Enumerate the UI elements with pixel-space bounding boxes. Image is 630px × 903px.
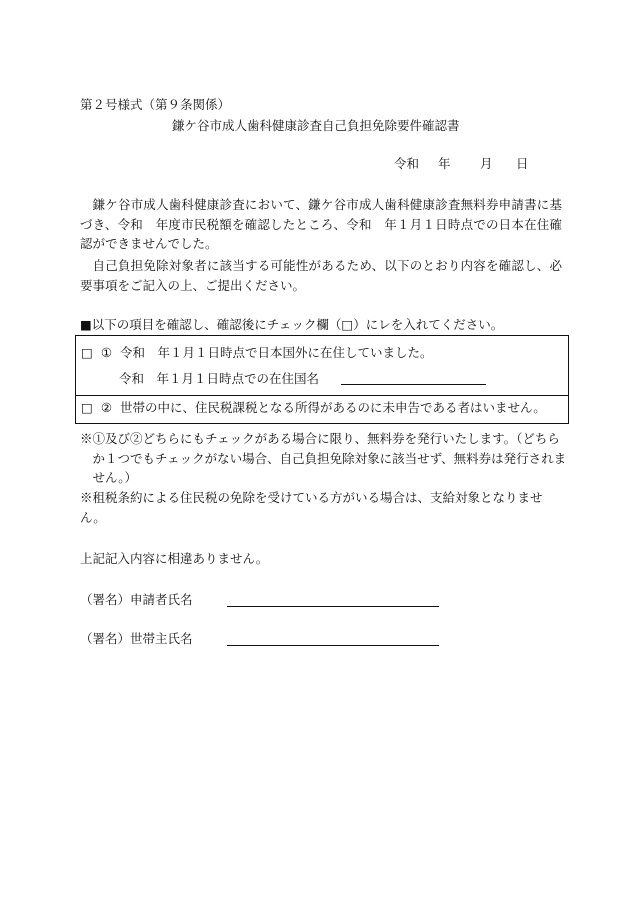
document-title: 鎌ケ谷市成人歯科健康診査自己負担免除要件確認書 [172,118,460,133]
checkbox-2[interactable]: □ [81,400,93,415]
note-1: ※①及び②どちらにもチェックがある場合に限り、無料券を発行いたします。（どちらか１つでもチェックがない場合、自己負担免除対象に該当せず、無料券は発行されません。） [80,431,567,485]
date-era: 令和 [394,156,420,171]
applicant-signature-field[interactable] [227,606,439,607]
check-instruction: ■以下の項目を確認し、確認後にチェック欄（□）にレを入れてください。 [80,317,504,332]
checklist-item-1 [81,344,433,363]
item-number-1: ① [100,345,113,360]
date-line [394,155,529,174]
checklist-box [75,335,569,424]
householder-signature-field[interactable] [227,645,439,646]
body-paragraph-1: 鎌ケ谷市成人歯科健康診査において、鎌ケ谷市成人歯科健康診査無料券申請書に基づき、令和 年度市民税額を確認したところ、令和 年１月１日時点での日本在住確認ができませんでした。 [80,197,562,251]
note-2: ※租税条約による住民税の免除を受けている方がいる場合は、支給対象となりません。 [80,490,543,525]
checkbox-1[interactable]: □ [81,345,93,360]
residence-country-row [119,370,486,389]
checklist-item-2 [81,399,546,418]
residence-country-label: 令和 年１月１日時点での在住国名 [119,371,320,386]
checklist-divider [76,395,568,396]
item-text-1: 令和 年１月１日時点で日本国外に在住していました。 [120,345,433,360]
form-number: 第２号様式（第９条関係） [80,97,231,112]
item-number-2: ② [100,400,113,415]
date-day-label: 日 [516,156,529,171]
applicant-signature-label: （署名）申請者氏名 [80,592,193,607]
residence-country-field[interactable] [341,384,486,385]
date-month-label: 月 [480,156,493,171]
body-paragraph-2: 自己負担免除対象者に該当する可能性があるため、以下のとおり内容を確認し、必要事項をご記入の上、ご提出ください。 [80,258,562,293]
item-text-2: 世帯の中に、住民税課税となる所得があるのに未申告である者はいません。 [120,400,546,415]
householder-signature-label: （署名）世帯主氏名 [80,631,193,646]
confirmation-statement: 上記記入内容に相違ありません。 [80,551,269,566]
date-year-label: 年 [438,156,451,171]
